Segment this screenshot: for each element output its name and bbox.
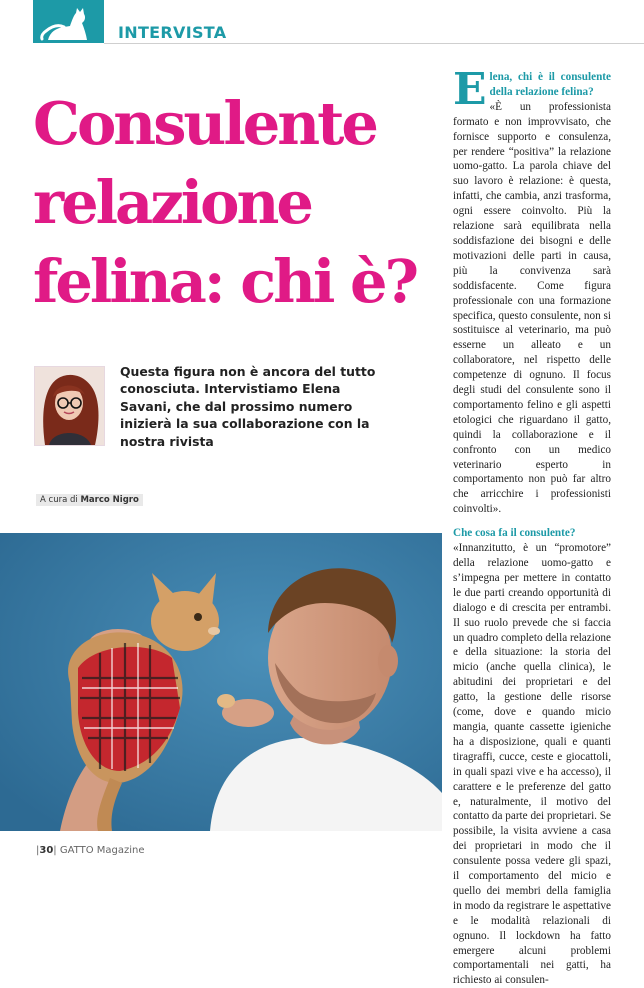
section-label: INTERVISTA (118, 23, 227, 42)
credit-prefix: A cura di (40, 495, 81, 505)
answer-1: «È un professionista formato e non improvvisato, che fornisce supporto e consulenza, per rendere “positiva” la relazione uomo-gatto. La parola chiave del suo lavoro è relazione: è questa, infatti, che cambia, anzi trasforma, ogni essere coinvolto. Più la relazione sarà equilibrata nella soddisfazione dei bisogni e delle motivazioni delle parti in causa, più la convivenza sarà soddisfacente. Come figura professionale con una formazione specifica, questo consulente, non si sostituisce al veterinario, ma può esserne un alleato e un collaboratore, nel rispetto delle competenze di ognuno. Il focus degli studi del consulente sono il comportamento felino e gli aspetti etologici che riguardano il gatto, quindi la collaborazione e il confronto con un medico veterinario esperto in comportamento non può far altro che arricchire i professionisti coinvolti». (453, 100, 611, 516)
drop-cap: E (453, 64, 487, 115)
cat-icon (40, 6, 98, 42)
header-rule (104, 43, 644, 44)
credit-author: Marco Nigro (80, 495, 139, 505)
page-footer: |30| GATTO Magazine (36, 845, 145, 856)
interview-column (453, 64, 611, 988)
page-number: 30 (39, 845, 54, 856)
lead-paragraph: Questa figura non è ancora del tutto conosciuta. Intervistiamo Elena Savani, che dal prossimo numero inizierà la sua collaborazione con la nostra rivista (120, 364, 376, 449)
article-title (33, 84, 443, 321)
portrait-image (35, 367, 104, 445)
section-tab (33, 0, 104, 43)
title-line: Consulente (33, 89, 376, 158)
author-portrait (34, 366, 105, 446)
title-line: relazione (33, 168, 311, 237)
magazine-name: GATTO Magazine (59, 845, 145, 856)
question-2: Che cosa fa il consulente? (453, 527, 576, 540)
answer-2: «Innanzitutto, è un “promotore” della relazione uomo-gatto e s’impegna per mettere in contatto le due parti creando opportunità di dialogo e di crescita per entrambi. Il suo ruolo prevede che si faccia un quadro completo della relazione e della situazione: la storia del micio (anche quella clinica), le abitudini dei proprietari e del gatto, la gestione delle risorse (come, dove e quando micio mangia, quante cassette igieniche ha a disposizione, quali e quanti tiragraffi, cucce, ceste e giocattoli, in quali spazi vive e ha accesso), il carattere e le preferenze del gatto e, naturalmente, il motivo del contatto da parte dei proprietari. Se possibile, la visita avviene a casa dei proprietari in modo che il consulente possa vedere gli spazi, il comportamento del micio e quello dei membri della famiglia in modo da registrare le aspettative e le modalità relazionali di ognuno. Il lockdown ha fatto emergere alcuni problemi comportamentali nei gatti, ha richiesto ai consulen- (453, 542, 611, 987)
author-credit (36, 494, 143, 506)
question-1: lena, chi è il consulente della relazione felina? (489, 71, 611, 98)
title-line: felina: chi è? (33, 247, 417, 316)
man-holding-cat-photo (0, 533, 442, 831)
